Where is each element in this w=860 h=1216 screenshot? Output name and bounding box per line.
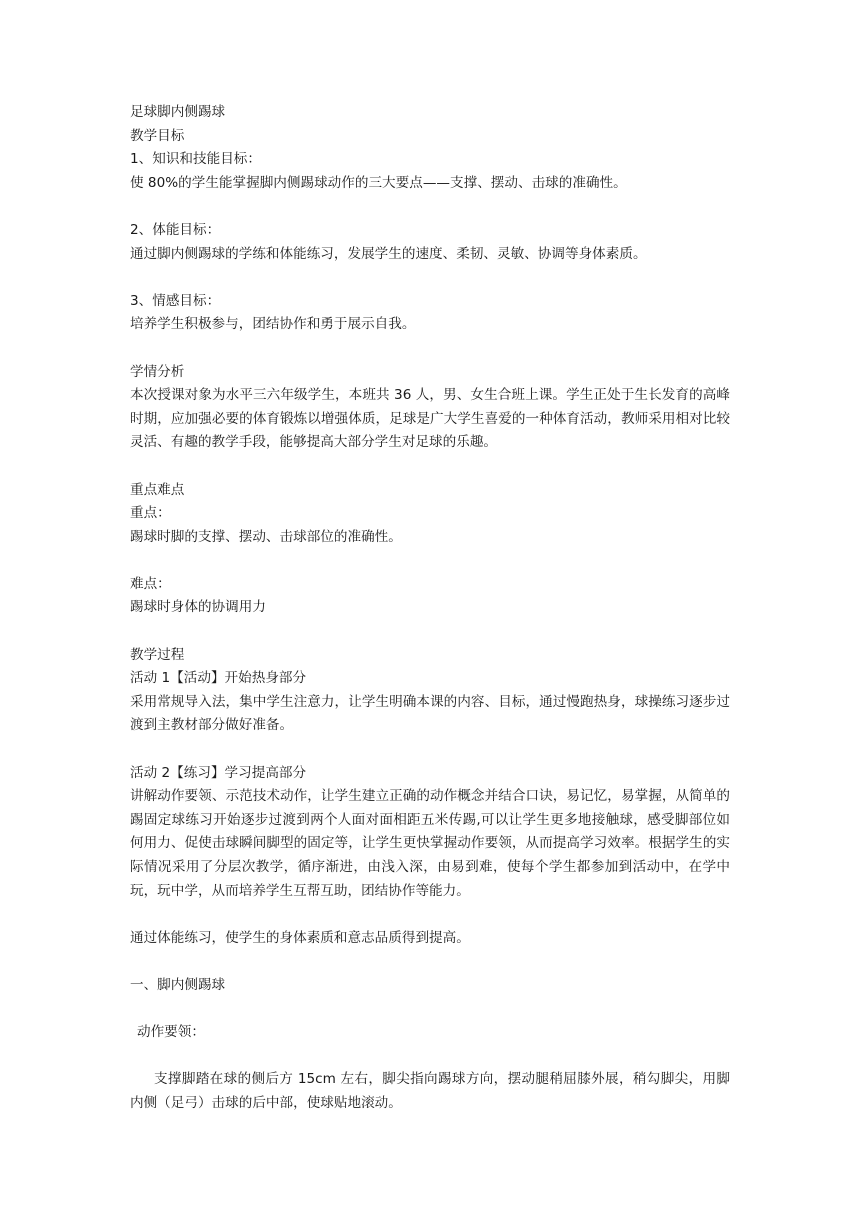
goal3-text: 培养学生积极参与，团结协作和勇于展示自我。 <box>130 316 416 333</box>
goal1-text: 使 80%的学生能掌握脚内侧踢球动作的三大要点——支撑、摆动、击球的准确性。 <box>130 174 627 191</box>
goal2-heading: 2、体能目标： <box>130 221 221 238</box>
spacer <box>130 195 730 219</box>
spacer <box>130 738 730 762</box>
process-heading: 教学过程 <box>130 646 185 663</box>
activity2-heading: 活动 2【练习】学习提高部分 <box>130 764 307 781</box>
document-title: 足球脚内侧踢球 <box>130 104 226 120</box>
spacer <box>130 998 730 1022</box>
difficulty-text: 踢球时身体的协调用力 <box>130 599 266 616</box>
key-label: 重点： <box>130 505 171 522</box>
spacer <box>130 1045 730 1069</box>
spacer <box>130 266 730 290</box>
goal2-text: 通过脚内侧踢球的学练和体能练习，发展学生的速度、柔韧、灵敏、协调等身体素质。 <box>130 245 647 262</box>
analysis-paragraph: 本次授课对象为水平三六年级学生，本班共 36 人，男、女生合班上课。学生正处于生长发育的高峰时期，应加强必要的体育锻炼以增强体质，足球是广大学生喜爱的一种体育活动，教师采用相对比较灵活、有趣的教学手段，能够提高大部分学生对足球的乐趣。 <box>130 387 730 451</box>
key-text: 踢球时脚的支撑、摆动、击球部位的准确性。 <box>130 528 402 545</box>
activity2-paragraph: 讲解动作要领、示范技术动作，让学生建立正确的动作概念并结合口诀，易记忆，易掌握，从简单的踢固定球练习开始逐步过渡到两个人面对面相距五米传踢,可以让学生更多地接触球，感受脚部位如何用力、促使击球瞬间脚型的固定等，让学生更快掌握动作要领，从而提高学习效率。根据学生的实际情况采用了分层次教学，循序渐进，由浅入深，由易到难，使每个学生都参加到活动中，在学中玩，玩中学，从而培养学生互帮互助，团结协作等能力。 <box>130 788 730 899</box>
essentials-paragraph: 支撑脚踏在球的侧后方 15cm 左右，脚尖指向踢球方向，摆动腿稍屈膝外展，稍勾脚尖，用脚内侧（足弓）击球的后中部，使球贴地滚动。 <box>130 1071 730 1111</box>
spacer <box>130 549 730 573</box>
activity1-heading: 活动 1【活动】开始热身部分 <box>130 670 307 687</box>
spacer <box>130 337 730 361</box>
key-heading: 重点难点 <box>130 481 185 498</box>
spacer <box>130 903 730 927</box>
spacer <box>130 620 730 644</box>
essentials-label: 动作要领： <box>137 1024 205 1041</box>
section1-heading: 一、脚内侧踢球 <box>130 976 226 993</box>
goal3-heading: 3、情感目标： <box>130 292 221 309</box>
spacer <box>130 455 730 479</box>
analysis-heading: 学情分析 <box>130 363 185 380</box>
goals-heading: 教学目标 <box>130 127 185 144</box>
document-page <box>130 101 730 1116</box>
activity1-paragraph: 采用常规导入法，集中学生注意力，让学生明确本课的内容、目标，通过慢跑热身，球操练习逐步过渡到主教材部分做好准备。 <box>130 693 730 734</box>
fitness-text: 通过体能练习，使学生的身体素质和意志品质得到提高。 <box>130 929 470 946</box>
difficulty-label: 难点： <box>130 575 171 592</box>
goal1-heading: 1、知识和技能目标： <box>130 151 261 168</box>
spacer <box>130 950 730 974</box>
